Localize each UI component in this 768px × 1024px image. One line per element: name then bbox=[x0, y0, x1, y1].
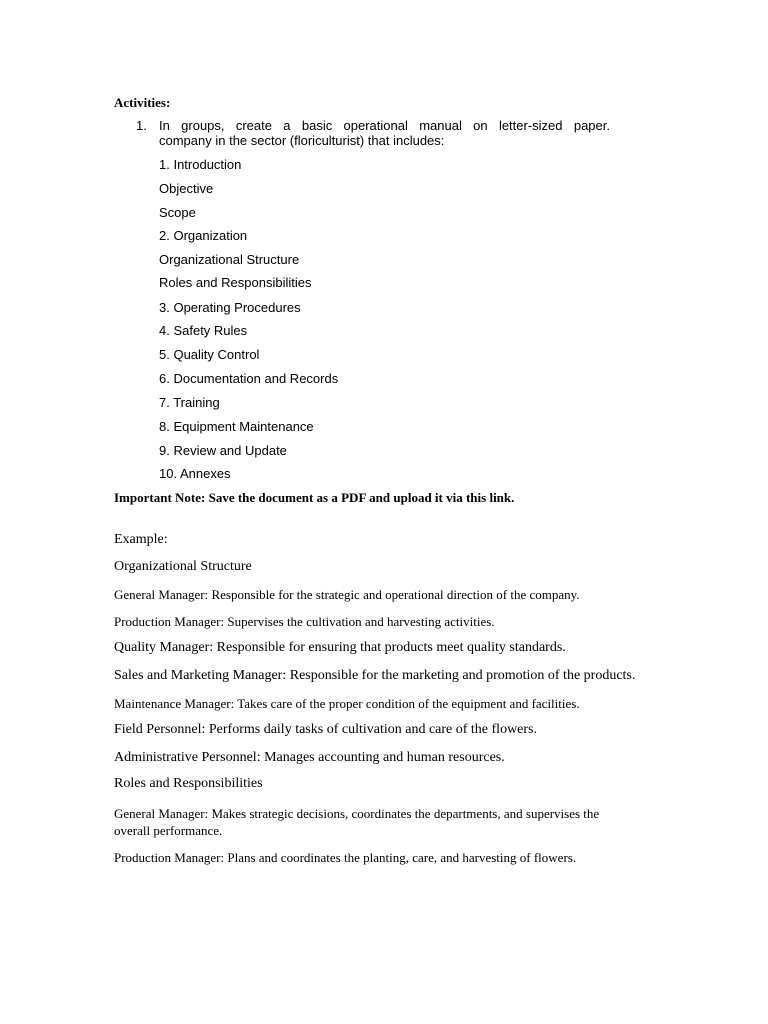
org-item-general-manager: General Manager: Responsible for the strategic and operational direction of the company. bbox=[114, 587, 580, 602]
org-item-production-manager: Production Manager: Supervises the cultivation and harvesting activities. bbox=[114, 614, 495, 629]
outline-item-org-structure: Organizational Structure bbox=[159, 252, 300, 267]
outline-item-organization: 2. Organization bbox=[159, 228, 248, 243]
activity-description-line2: company in the sector (floriculturist) that includes: bbox=[159, 133, 445, 148]
outline-item-safety-rules: 4. Safety Rules bbox=[159, 323, 248, 338]
outline-item-roles: Roles and Responsibilities bbox=[159, 275, 312, 290]
outline-item-operating-procedures: 3. Operating Procedures bbox=[159, 300, 301, 315]
activity-description-line1: In groups, create a basic operational manual on letter-sized paper. bbox=[159, 118, 610, 133]
outline-item-scope: Scope bbox=[159, 205, 196, 220]
org-item-maintenance-manager: Maintenance Manager: Takes care of the proper condition of the equipment and facilities. bbox=[114, 696, 580, 711]
org-item-field-personnel: Field Personnel: Performs daily tasks of cultivation and care of the flowers. bbox=[114, 722, 538, 737]
outline-item-review-update: 9. Review and Update bbox=[159, 443, 287, 458]
org-item-sales-marketing-manager: Sales and Marketing Manager: Responsible for the marketing and promotion of the products. bbox=[114, 668, 636, 683]
outline-item-annexes: 10. Annexes bbox=[159, 466, 231, 481]
outline-item-equipment-maintenance: 8. Equipment Maintenance bbox=[159, 419, 314, 434]
roles-heading: Roles and Responsibilities bbox=[114, 776, 263, 791]
org-item-administrative-personnel: Administrative Personnel: Manages accounting and human resources. bbox=[114, 750, 505, 765]
list-item-number: 1. bbox=[136, 118, 147, 133]
org-structure-heading: Organizational Structure bbox=[114, 559, 252, 574]
example-label: Example: bbox=[114, 532, 168, 547]
roles-item-production-manager: Production Manager: Plans and coordinates the planting, care, and harvesting of flowers. bbox=[114, 850, 577, 865]
outline-item-objective: Objective bbox=[159, 181, 214, 196]
important-note: Important Note: Save the document as a PDF and upload it via this link. bbox=[114, 490, 515, 505]
outline-item-quality-control: 5. Quality Control bbox=[159, 347, 260, 362]
outline-item-introduction: 1. Introduction bbox=[159, 157, 242, 172]
roles-item-general-manager: General Manager: Makes strategic decisions, coordinates the departments, and supervises the overall performance. bbox=[114, 806, 600, 838]
activities-heading: Activities: bbox=[114, 95, 171, 110]
org-item-quality-manager: Quality Manager: Responsible for ensuring that products meet quality standards. bbox=[114, 640, 566, 655]
outline-item-training: 7. Training bbox=[159, 395, 220, 410]
outline-item-documentation: 6. Documentation and Records bbox=[159, 371, 339, 386]
